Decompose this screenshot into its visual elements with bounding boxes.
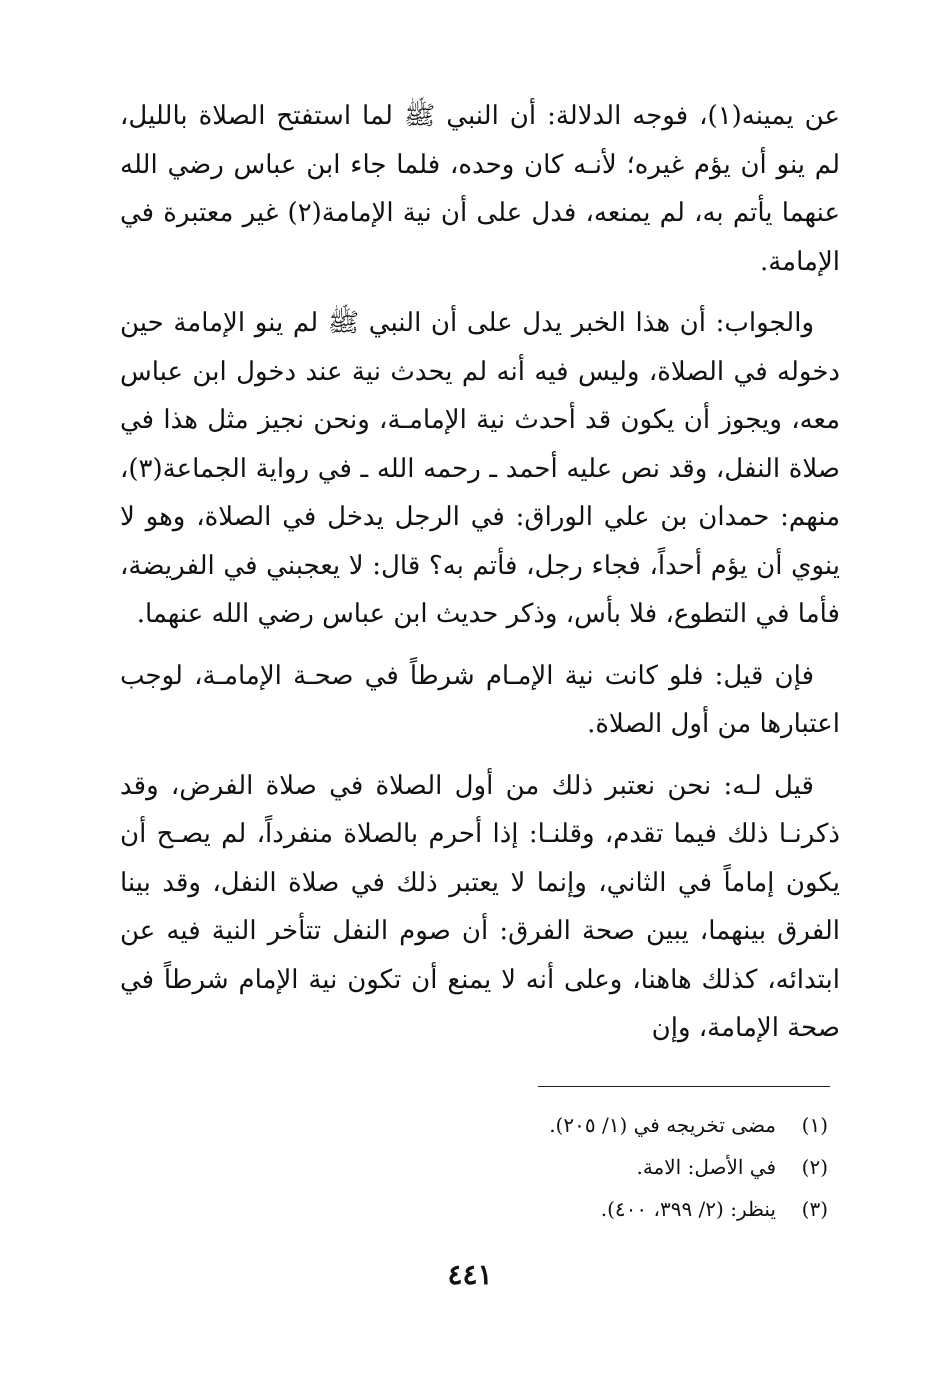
paragraph-2: والجواب: أن هذا الخبر يدل على أن النبي ﷺ لم ينو الإمامة حين دخوله في الصلاة، وليس فيه أنه لم يحدث نية عند دخول ابن عباس معه، ويجوز أن يكون قد أحدث نية الإمامـة، ونحن نجيز مثل هذا في صلاة النفل، وقد نص عليه أحمد ـ رحمه الله ـ في رواية الجماعة(٣)، منهم: حمدان بن علي الوراق: في الرجل يدخل في الصلاة، وهو لا ينوي أن يؤم أحداً، فجاء رجل، فأتم به؟ قال: لا يعجبني في الفريضة، فأما في التطوع، فلا بأس، وذكر حديث ابن عباس رضي الله عنهما. <box>120 308 840 629</box>
footnote-number: (٢) <box>801 1155 828 1179</box>
footnote-number: (١) <box>801 1113 828 1137</box>
footnotes <box>200 1104 828 1230</box>
footnote-3 <box>200 1188 828 1230</box>
main-text <box>120 92 840 1066</box>
footnote-2 <box>200 1146 828 1188</box>
footnote-text: مضى تخريجه في (١/ ٢٠٥). <box>549 1113 776 1137</box>
paragraph-3: فإن قيل: فلو كانت نية الإمـام شرطاً في صحـة الإمامـة، لوجب اعتبارها من أول الصلاة. <box>120 660 840 739</box>
footnote-text: في الأصل: الامة. <box>636 1155 776 1179</box>
footnote-1 <box>200 1104 828 1146</box>
footnote-text: ينظر: (٢/ ٣٩٩، ٤٠٠). <box>600 1197 776 1221</box>
page-number: ٤٤١ <box>447 1258 493 1291</box>
paragraph-1: عن يمينه(١)، فوجه الدلالة: أن النبي ﷺ لما استفتح الصلاة بالليل، لم ينو أن يؤم غيره؛ لأنـه كان وحده، فلما جاء ابن عباس رضي الله عنهما يأتم به، لم يمنعه، فدل على أن نية الإمامة(٢) غير معتبرة في الإمامة. <box>120 101 840 277</box>
footnote-separator <box>538 1086 830 1087</box>
paragraph-4: قيل لـه: نحن نعتبر ذلك من أول الصلاة في صلاة الفرض، وقد ذكرنـا ذلك فيما تقدم، وقلنـا: إذا أحرم بالصلاة منفرداً، لم يصـح أن يكون إماماً في الثاني، وإنما لا يعتبر ذلك في صلاة النفل، وقد بينا الفرق بينهما، يبين صحة الفرق: أن صوم النفل تتأخر النية فيه عن ابتدائه، كذلك هاهنا، وعلى أنه لا يمنع أن تكون نية الإمام شرطاً في صحة الإمامة، وإن <box>120 770 840 1043</box>
footnote-number: (٣) <box>801 1197 828 1221</box>
